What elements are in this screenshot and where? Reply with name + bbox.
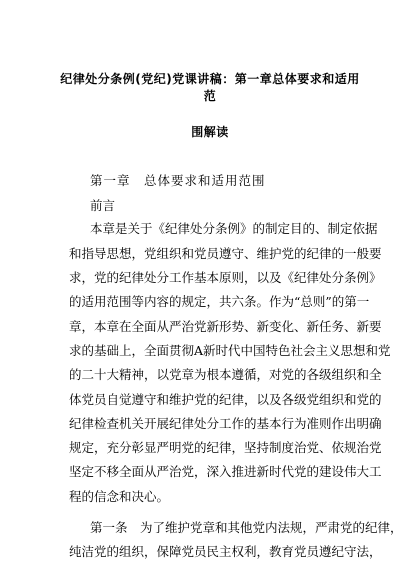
body-line: 章，本章在全面从严治党新形势、新变化、新任务、新要 [69,319,382,334]
body-line: 和指导思想，党组织和党员遵守、维护党的纪律的一般要 [69,246,382,261]
chapter-heading: 第一章 总体要求和适用范围 [90,173,266,188]
body-line: 体党员自觉遵守和维护党的纪律，以及各级党组织和党的 [69,392,382,407]
body-line: 坚定不移全面从严治党，深入推进新时代党的建设伟大工 [69,464,382,479]
document-title-line-1: 纪律处分条例(党纪)党课讲稿：第一章总体要求和适用范 [60,72,360,103]
body-line: 的适用范围等内容的规定，共六条。作为“总则”的第一 [69,294,370,309]
body-line: 程的信念和决心。 [69,489,170,504]
body-line: 纪律检查机关开展纪律处分工作的基本行为准则作出明确 [69,416,382,431]
document-title-line-2: 围解读 [191,125,229,139]
preface-heading: 前言 [90,198,116,213]
body-line: 求，党的纪律处分工作基本原则，以及《纪律处分条例》 [69,270,382,285]
body-line: 纯洁党的组织，保障党员民主权利，教育党员遵纪守法， [69,544,382,559]
article-line: 第一条 为了维护党章和其他党内法规，严肃党的纪律， [90,520,403,535]
body-line: 规定，充分彰显严明党的纪律，坚持制度治党、依规治党 [69,440,382,455]
body-line: 的二十大精神，以党章为根本遵循，对党的各级组织和全 [69,367,382,382]
body-line: 求的基础上，全面贯彻A新时代中国特色社会主义思想和党 [69,343,391,358]
body-line: 本章是关于《纪律处分条例》的制定目的、制定依据 [90,221,378,236]
